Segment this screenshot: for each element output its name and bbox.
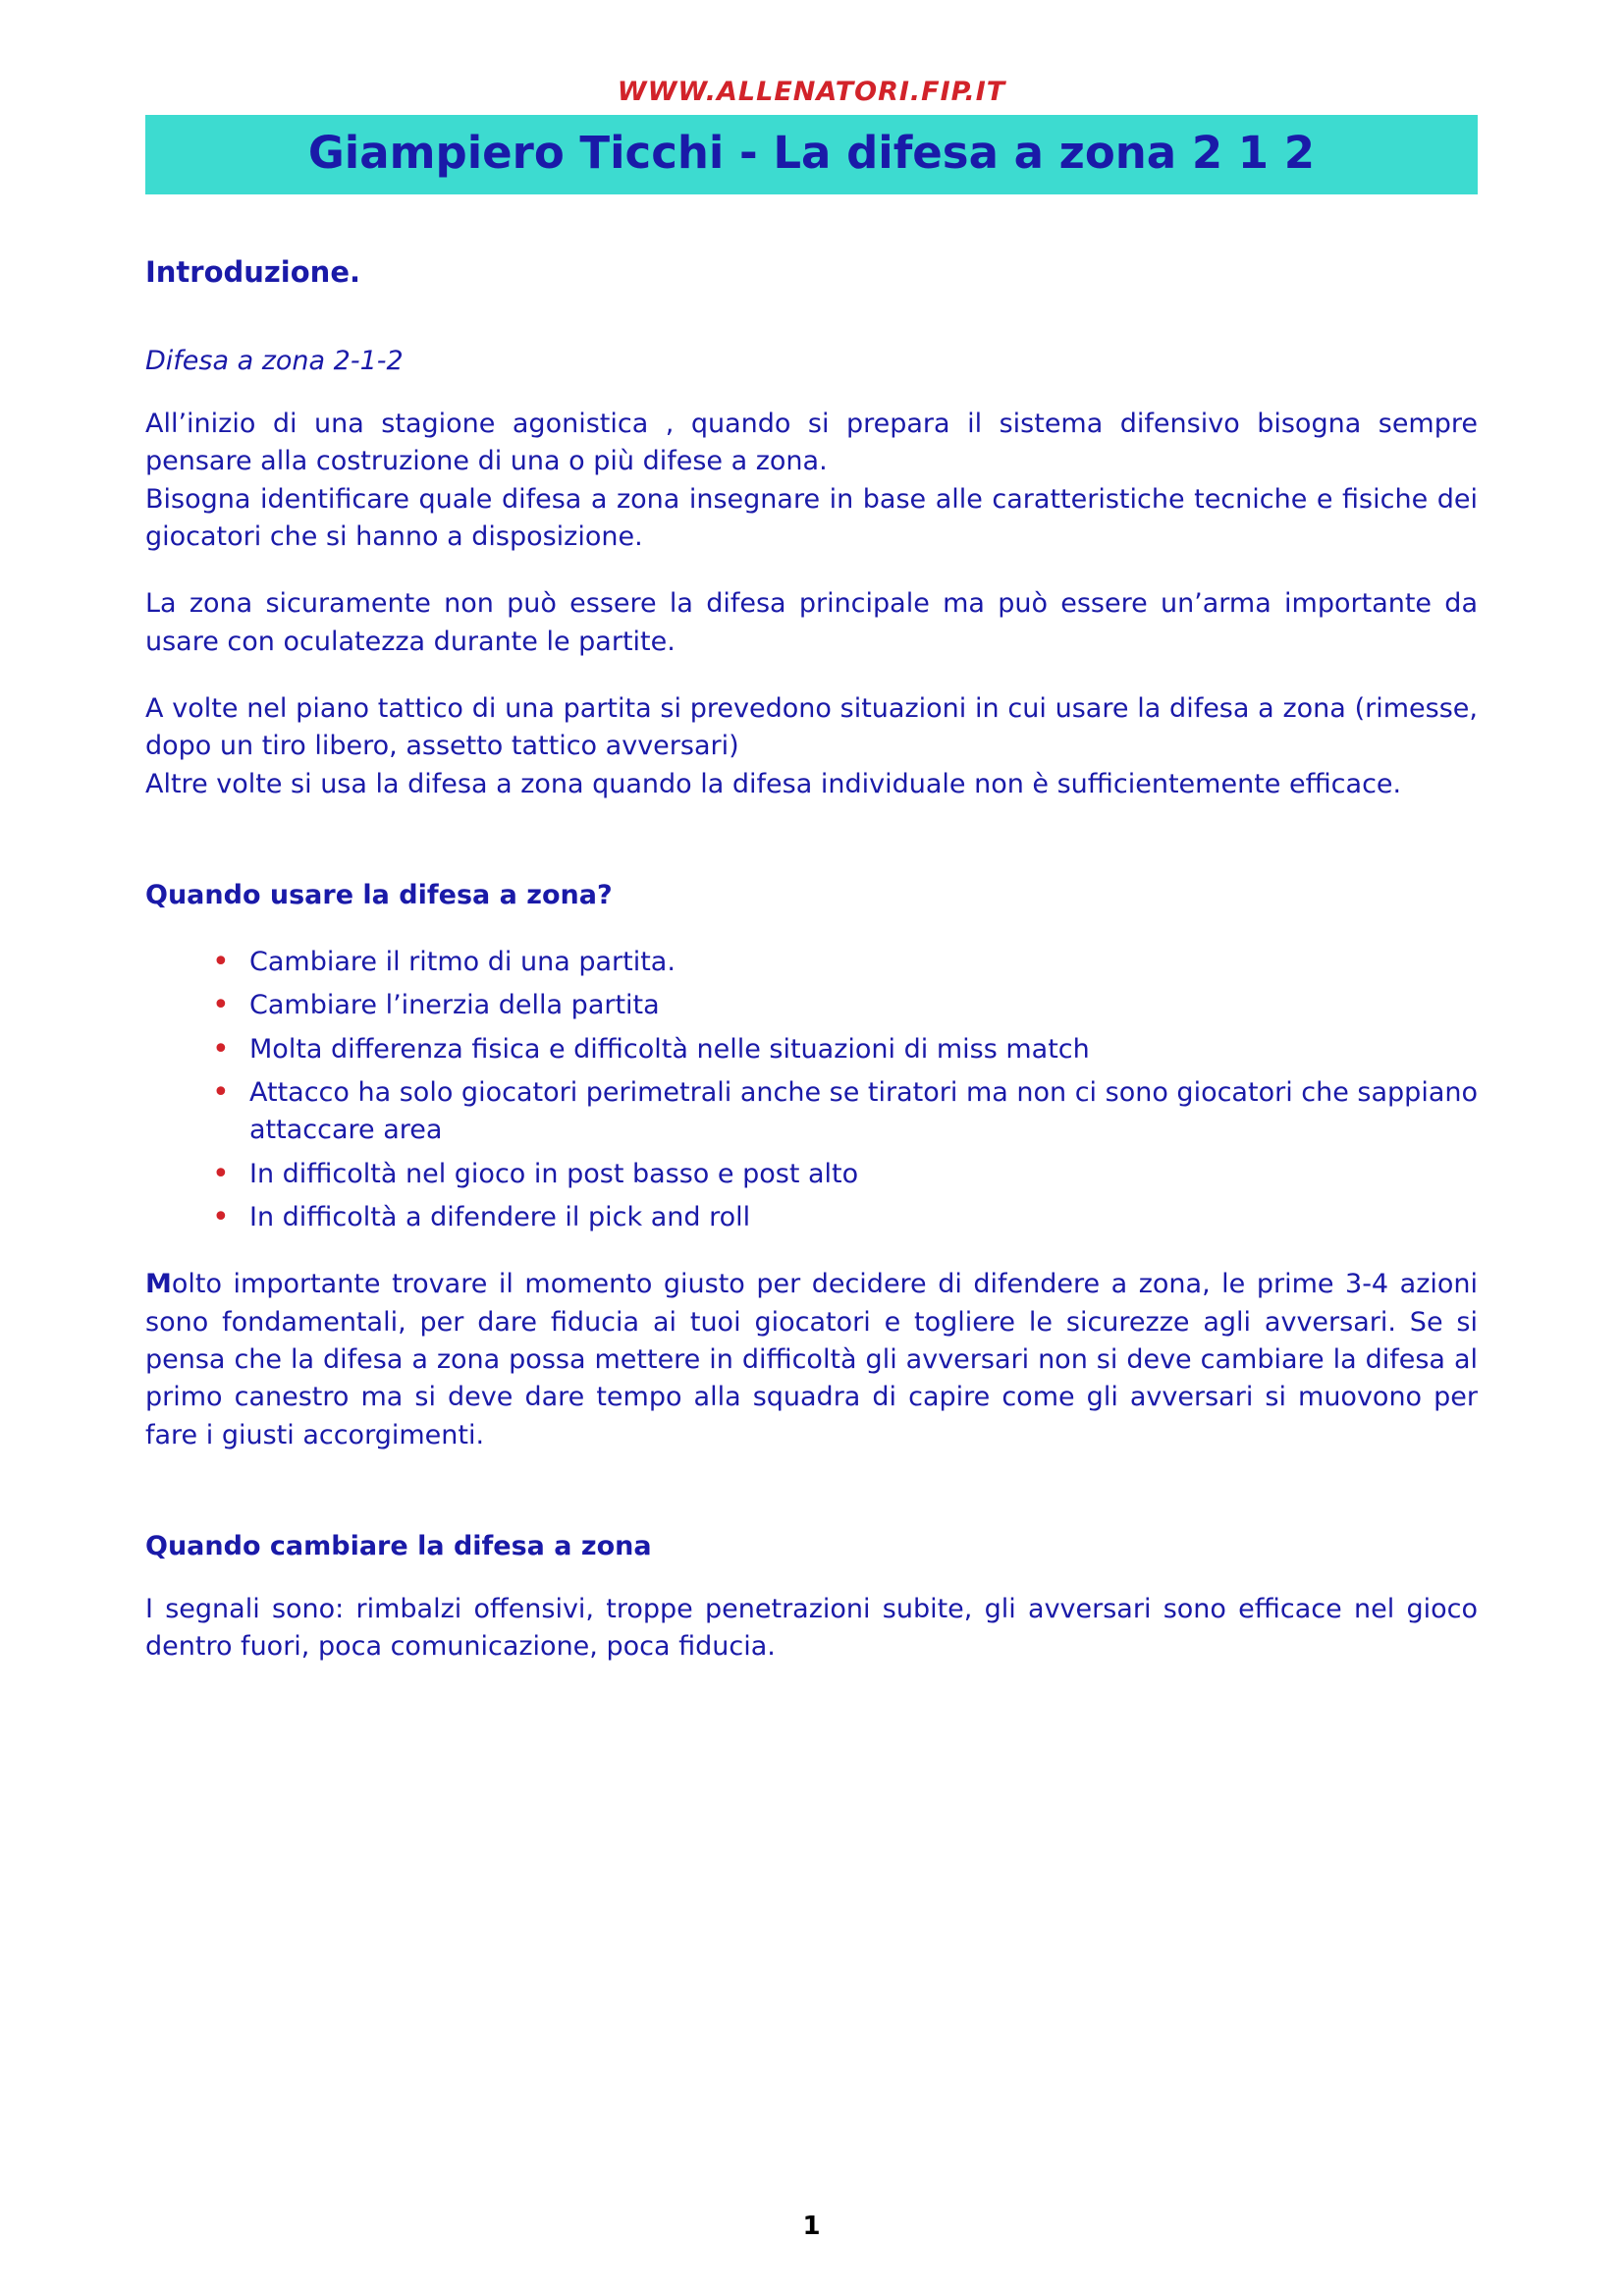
list-item-label: Cambiare l’inerzia della partita [249, 990, 660, 1021]
list-item-label: Molta differenza fisica e difficoltà nelle situazioni di miss match [249, 1033, 1090, 1065]
when-to-use-list [145, 944, 1478, 1236]
list-item-label: Cambiare il ritmo di una partita. [249, 946, 676, 977]
intro-paragraph-4: A volte nel piano tattico di una partita si prevedono situazioni in cui usare la difesa a zona (rimesse, dopo un tiro libero, assetto tattico avversari) [145, 692, 1478, 762]
bullet-icon: • [212, 1031, 230, 1066]
list-item [204, 1156, 1478, 1193]
bullet-icon: • [212, 1199, 230, 1234]
list-item-label: In difficoltà a difendere il pick and roll [249, 1201, 751, 1232]
when-to-change-heading: Quando cambiare la difesa a zona [145, 1530, 652, 1561]
timing-paragraph-text: olto importante trovare il momento giusto per decidere di difendere a zona, le prime 3-4 azioni sono fondamentali, per dare fiducia ai tuoi giocatori e togliere le sicurezze agli avversari. Se si pensa che la difesa a zona possa mettere in difficoltà gli avversari non si deve cambiare la difesa al primo canestro ma si deve dare tempo alla squadra di capire come gli avversari si muovono per fare i giusti accorgimenti. [145, 1269, 1478, 1450]
timing-paragraph [145, 1266, 1478, 1454]
intro-paragraph-1: All’inizio di una stagione agonistica , quando si prepara il sistema difensivo bisogna sempre pensare alla costruzione di una o più difese a zona. [145, 409, 1478, 477]
list-item-label: In difficoltà nel gioco in post basso e post alto [249, 1158, 859, 1189]
list-item [204, 944, 1478, 981]
when-to-change-paragraph: I segnali sono: rimbalzi offensivi, troppe penetrazioni subite, gli avversari sono efficace nel gioco dentro fuori, poca comunicazione, poca fiducia. [145, 1593, 1478, 1663]
site-url: WWW.ALLENATORI.FIP.IT [617, 77, 1006, 107]
title-banner [145, 115, 1478, 194]
page-title: Giampiero Ticchi - La difesa a zona 2 1 2 [307, 127, 1316, 179]
list-item [204, 1199, 1478, 1236]
list-item [204, 1031, 1478, 1068]
timing-lead-letter: M [145, 1269, 172, 1300]
intro-heading: Introduzione. [145, 255, 361, 289]
bullet-icon: • [212, 1074, 230, 1110]
page-number: 1 [802, 2212, 821, 2241]
list-item [204, 1074, 1478, 1150]
list-item [204, 987, 1478, 1024]
intro-subtitle: Difesa a zona 2-1-2 [145, 346, 404, 376]
intro-paragraph-2: Bisogna identificare quale difesa a zona insegnare in base alle caratteristiche tecniche e fisiche dei giocatori che si hanno a disposizione. [145, 483, 1478, 552]
intro-paragraph-3: La zona sicuramente non può essere la difesa principale ma può essere un’arma importante da usare con oculatezza durante le partite. [145, 588, 1478, 657]
bullet-icon: • [212, 988, 230, 1023]
when-to-use-heading: Quando usare la difesa a zona? [145, 879, 613, 910]
intro-paragraph-5: Altre volte si usa la difesa a zona quando la difesa individuale non è sufficientemente efficace. [145, 768, 1402, 799]
bullet-icon: • [212, 1156, 230, 1191]
bullet-icon: • [212, 944, 230, 979]
list-item-label: Attacco ha solo giocatori perimetrali anche se tiratori ma non ci sono giocatori che sappiano attaccare area [249, 1076, 1478, 1146]
